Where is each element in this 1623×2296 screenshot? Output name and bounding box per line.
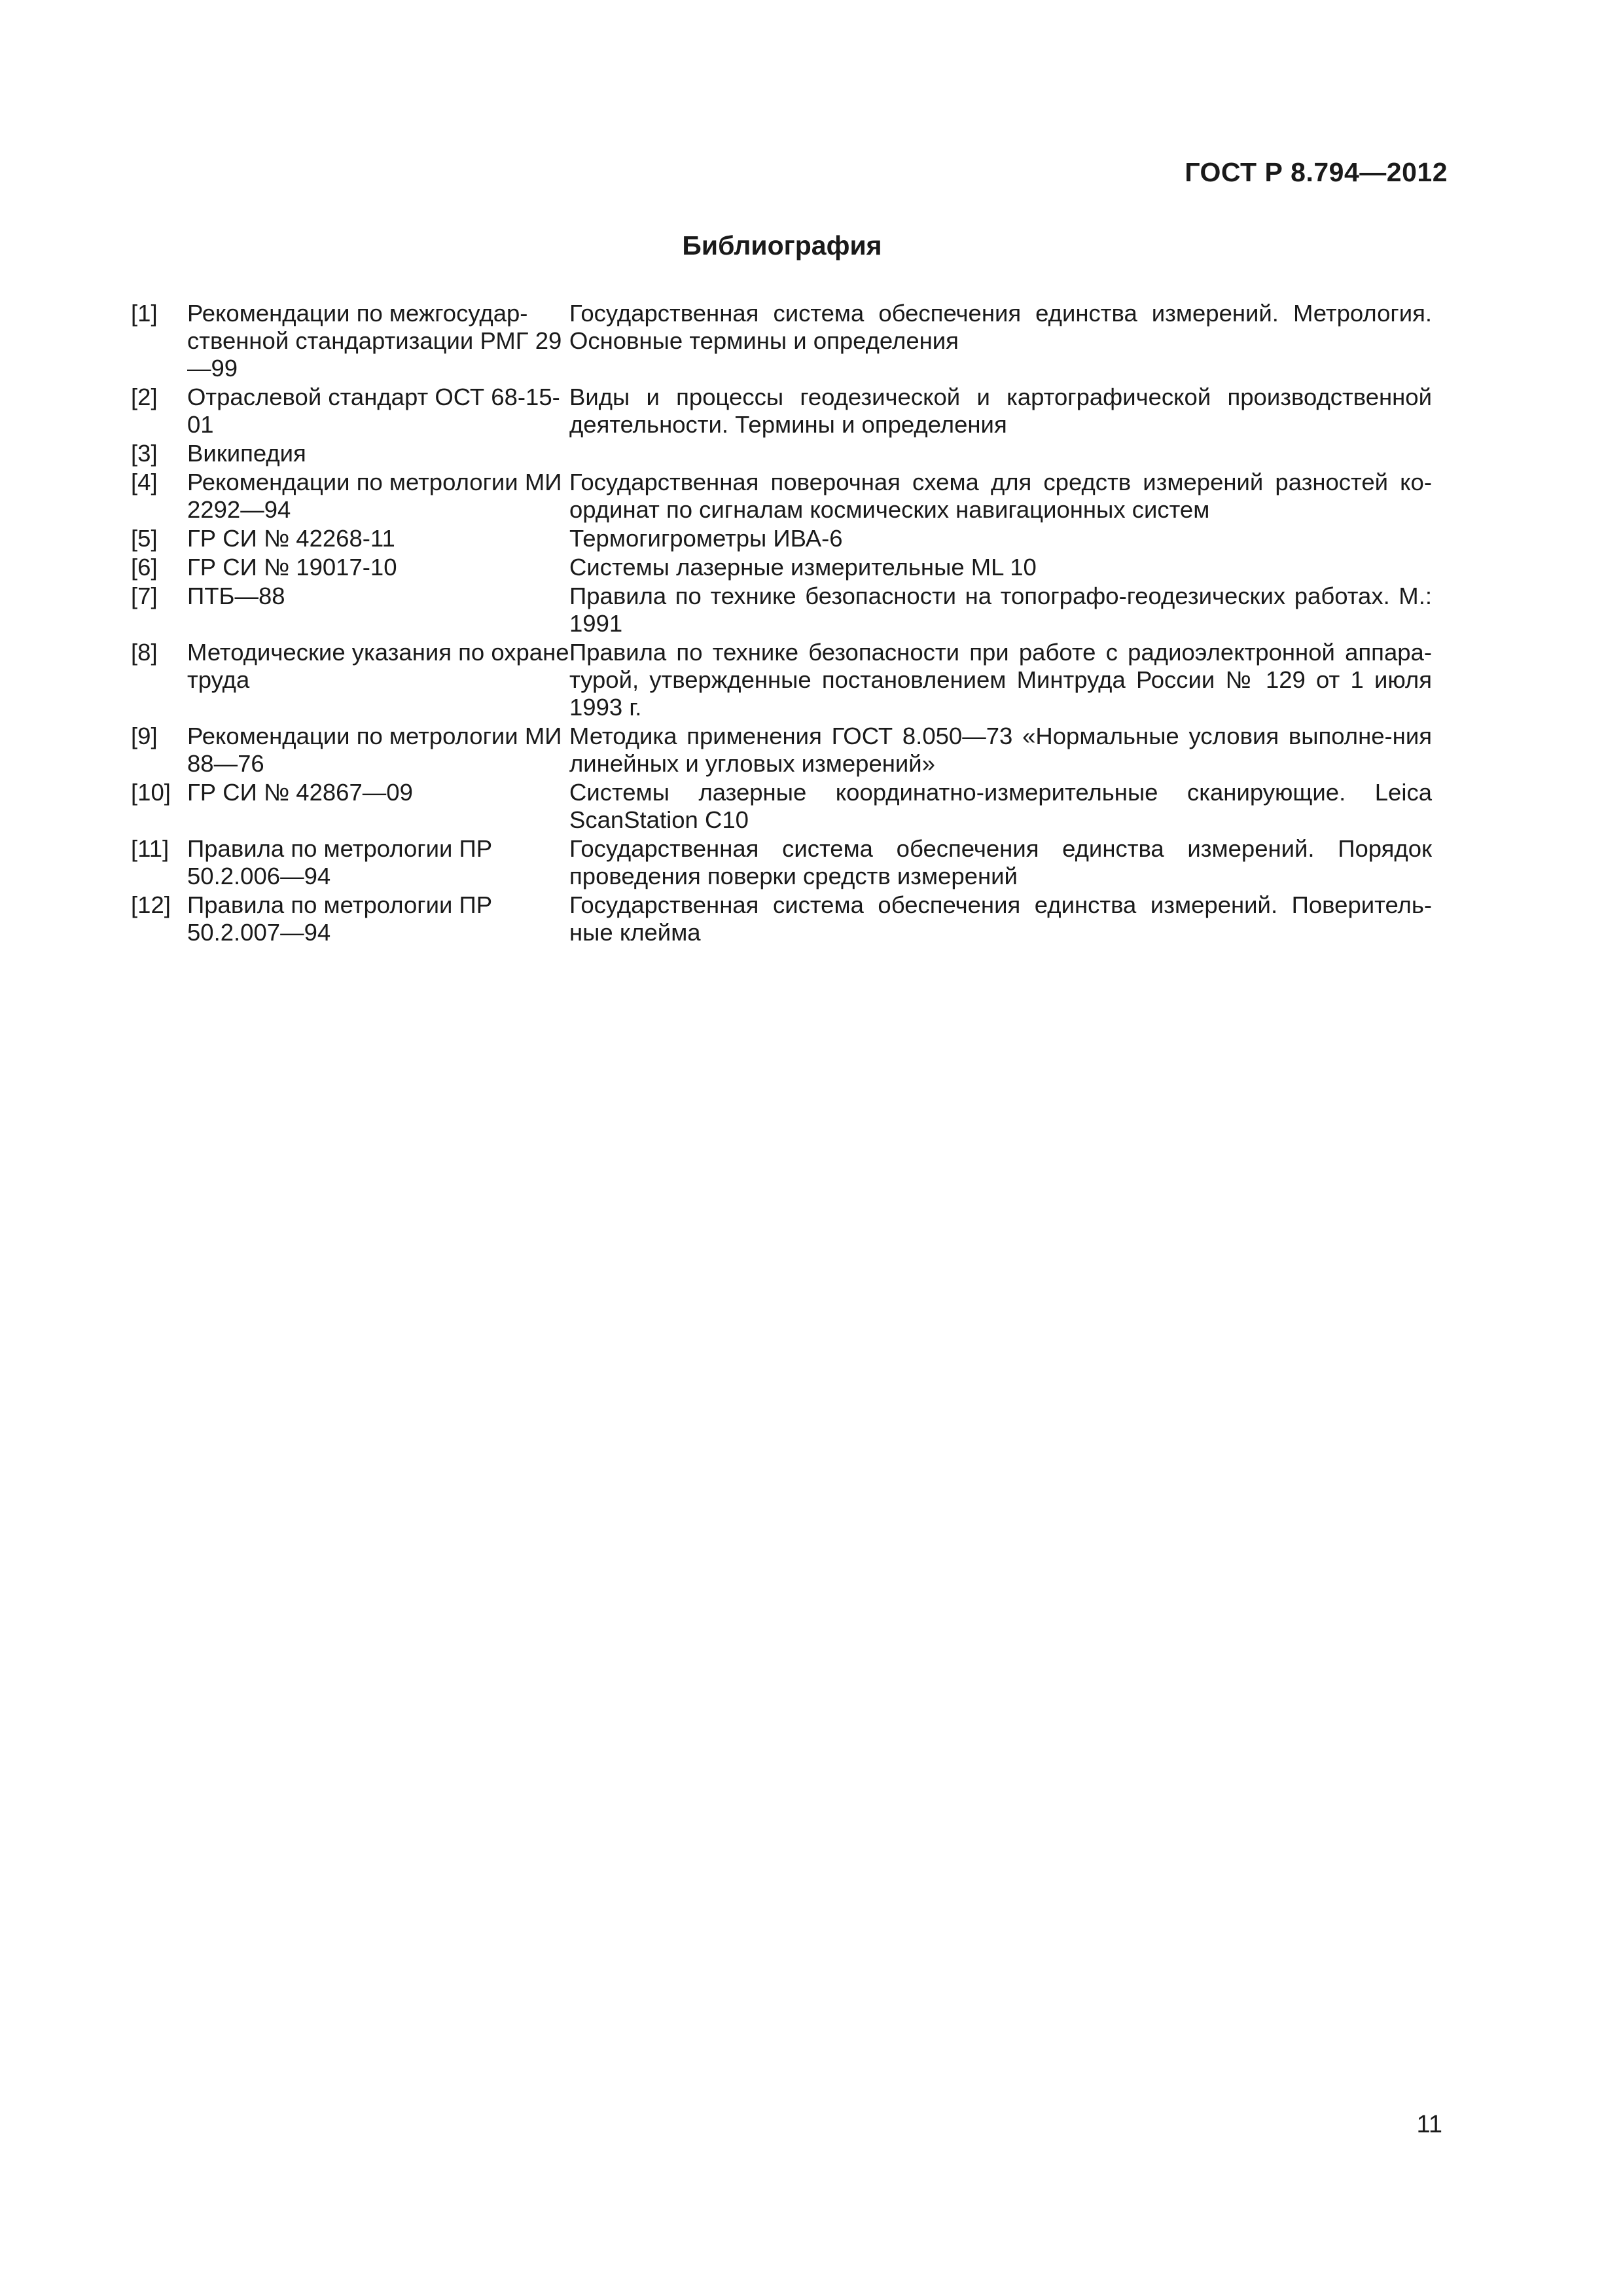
reference-title: Виды и процессы геодезической и картографической производственной деятельности. Термины и определения	[569, 384, 1432, 438]
reference-source: Рекомендации по метрологии МИ 88—76	[187, 723, 562, 777]
reference-number: [10]	[131, 779, 171, 806]
bibliography-entry	[131, 891, 1432, 948]
section-title: Библиография	[682, 230, 882, 260]
reference-title: Системы лазерные измерительные ML 10	[569, 554, 1037, 581]
bibliography-table	[131, 300, 1432, 948]
reference-source: Википедия	[187, 440, 306, 467]
reference-title: Государственная система обеспечения единства измерений. Метрология. Основные термины и определения	[569, 300, 1432, 354]
reference-title: Правила по технике безопасности при работе с радиоэлектронной аппара-турой, утвержденные постановлением Минтруда России № 129 от 1 июля 1993 г.	[569, 639, 1432, 721]
reference-source: Методические указания по охране труда	[187, 639, 569, 693]
reference-source: ГР СИ № 42268-11	[187, 525, 395, 552]
reference-number: [3]	[131, 440, 158, 467]
reference-number: [8]	[131, 639, 158, 666]
reference-title: Термогигрометры ИВА-6	[569, 525, 843, 552]
reference-number: [12]	[131, 891, 171, 918]
bibliography-entry	[131, 440, 1432, 469]
bibliography-entry	[131, 469, 1432, 525]
reference-title	[569, 440, 1432, 469]
bibliography-entry	[131, 525, 1432, 554]
reference-title: Правила по технике безопасности на топографо-геодезических работах. М.: 1991	[569, 583, 1432, 637]
reference-number: [6]	[131, 554, 158, 581]
reference-title: Системы лазерные координатно-измерительные сканирующие. Leica ScanStation C10	[569, 779, 1432, 833]
reference-source: Рекомендации по межгосудар-ственной стандартизации РМГ 29—99	[187, 300, 562, 382]
reference-source: Правила по метрологии ПР 50.2.007—94	[187, 891, 493, 946]
reference-source: ГР СИ № 42867—09	[187, 779, 413, 806]
reference-source: Рекомендации по метрологии МИ 2292—94	[187, 469, 562, 523]
reference-number: [2]	[131, 384, 158, 410]
reference-number: [9]	[131, 723, 158, 749]
reference-number: [1]	[131, 300, 158, 327]
bibliography-entry	[131, 583, 1432, 639]
bibliography-entry	[131, 835, 1432, 891]
page-number: 11	[1416, 2111, 1442, 2138]
reference-title: Государственная поверочная схема для средств измерений разностей ко-ординат по сигналам космических навигационных систем	[569, 469, 1432, 523]
bibliography-entry	[131, 779, 1432, 835]
reference-number: [11]	[131, 835, 169, 862]
reference-source: Отраслевой стандарт ОСТ 68-15-01	[187, 384, 560, 438]
reference-number: [7]	[131, 583, 158, 609]
reference-title: Государственная система обеспечения единства измерений. Порядок проведения поверки средств измерений	[569, 835, 1432, 889]
reference-source: ГР СИ № 19017-10	[187, 554, 397, 581]
document-code: ГОСТ Р 8.794—2012	[1185, 157, 1448, 187]
bibliography-entry	[131, 384, 1432, 440]
reference-number: [4]	[131, 469, 158, 495]
reference-title: Методика применения ГОСТ 8.050—73 «Нормальные условия выполне-ния линейных и угловых измерений»	[569, 723, 1432, 777]
reference-source: Правила по метрологии ПР 50.2.006—94	[187, 835, 493, 889]
bibliography-entry	[131, 300, 1432, 384]
bibliography-entry	[131, 639, 1432, 723]
bibliography-entry	[131, 554, 1432, 583]
reference-title: Государственная система обеспечения единства измерений. Поверитель-ные клейма	[569, 891, 1432, 946]
reference-number: [5]	[131, 525, 158, 552]
bibliography-entry	[131, 723, 1432, 779]
reference-source: ПТБ—88	[187, 583, 285, 609]
